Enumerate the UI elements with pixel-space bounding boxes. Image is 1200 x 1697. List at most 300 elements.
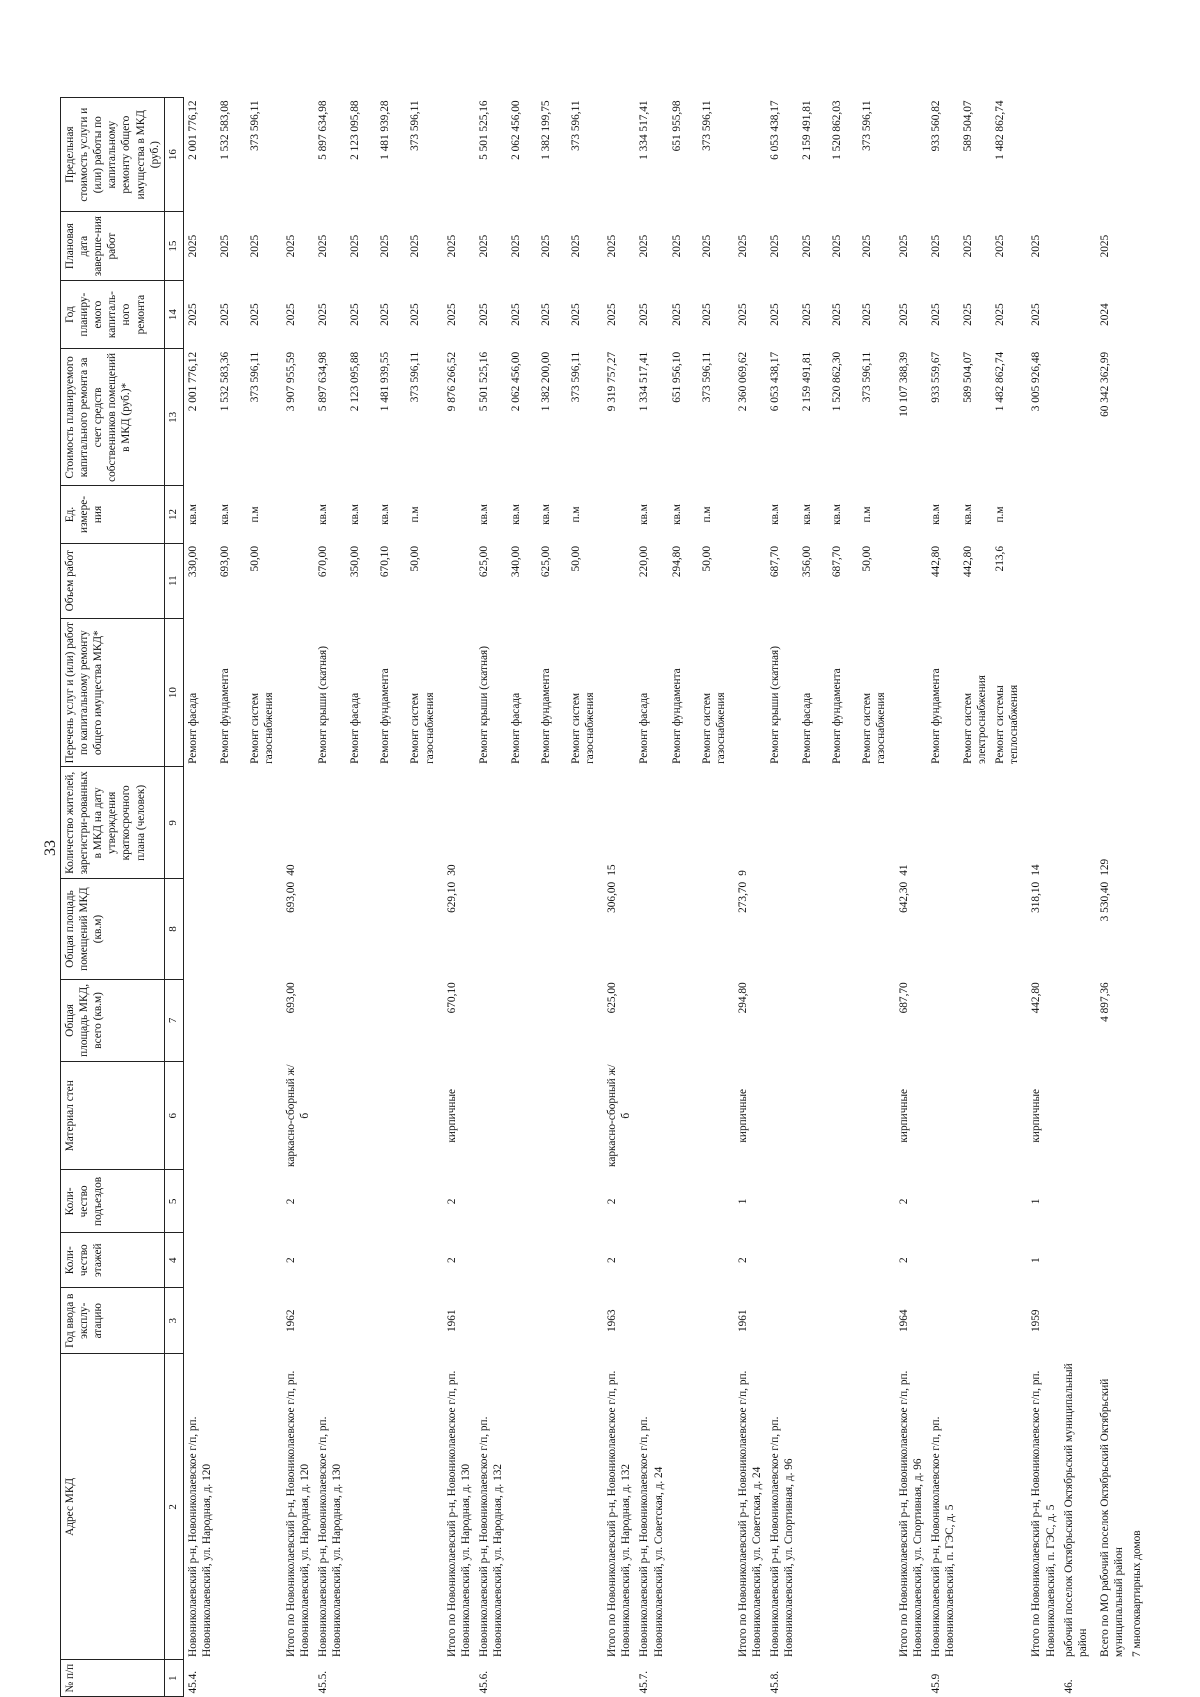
work-type-cell <box>599 618 635 766</box>
table-row <box>537 98 567 1697</box>
subtotal-row <box>278 98 314 1697</box>
wall-material-cell <box>698 1062 730 1171</box>
total-area-cell: 693,00 <box>284 982 297 1014</box>
table-row <box>1060 98 1092 1697</box>
address-cell <box>668 1354 698 1660</box>
completion-year-cell: 2025 <box>736 234 749 258</box>
year-cell: 1961 <box>736 1309 749 1333</box>
total-area-cell: 294,80 <box>736 982 749 1014</box>
address-cell <box>567 1354 599 1660</box>
cost-cell: 5 501 525,16 <box>477 351 490 412</box>
floors-cell <box>1128 1233 1146 1288</box>
work-type-cell: Ремонт систем газоснабжения <box>409 692 436 764</box>
cost-cell: 373 596,11 <box>409 351 422 403</box>
volume-cell <box>730 543 766 618</box>
year-cell <box>567 1288 599 1354</box>
wall-material-cell <box>314 1062 346 1171</box>
year-cell <box>798 1288 828 1354</box>
completion-year-cell: 2025 <box>409 234 422 258</box>
premises-area-cell <box>798 879 828 980</box>
row-number <box>891 1660 927 1697</box>
completion-year-cell: 2025 <box>284 234 297 258</box>
work-type-cell: Ремонт фундамента <box>670 668 683 764</box>
table-row <box>828 98 858 1697</box>
row-number <box>1092 1660 1128 1697</box>
premises-area-cell: 642,30 <box>897 881 910 913</box>
year-cell <box>828 1288 858 1354</box>
year-cell: 1961 <box>445 1309 458 1333</box>
table-row <box>766 98 798 1697</box>
residents-cell <box>798 767 828 879</box>
completion-year-cell: 2025 <box>700 234 713 258</box>
table-row <box>698 98 730 1697</box>
cost-cell: 373 596,11 <box>700 351 713 403</box>
plan-year-cell: 2025 <box>700 303 713 326</box>
volume-cell: 340,00 <box>510 546 523 578</box>
unit-cell: кв.м <box>929 504 942 525</box>
address-cell: Итого по Новониколаевский р-н, Новониколаевское г/п, рп. Новониколаевский, п. ГЭС, д. 5 <box>1030 1370 1057 1657</box>
row-number <box>246 1660 278 1697</box>
volume-cell: 294,80 <box>670 546 683 578</box>
premises-area-cell: 629,10 <box>445 881 458 913</box>
address-cell: Итого по Новониколаевский р-н, Новониколаевское г/п, рп. Новониколаевский, ул. Спортивная, д. 96 <box>897 1370 924 1657</box>
premises-area-cell <box>991 879 1023 980</box>
year-cell: 1964 <box>897 1309 910 1333</box>
row-number: 45.9 <box>929 1673 942 1694</box>
plan-year-cell: 2025 <box>769 303 782 326</box>
entrances-cell <box>798 1170 828 1233</box>
unit-cell <box>1128 486 1146 543</box>
cost-cell: 2 062 456,00 <box>510 351 523 412</box>
residents-cell <box>475 767 507 879</box>
premises-area-cell: 306,00 <box>606 881 619 913</box>
volume-cell <box>439 543 475 618</box>
cost-cell: 2 159 491,81 <box>801 351 814 412</box>
completion-year-cell: 2025 <box>831 234 844 258</box>
volume-cell <box>891 543 927 618</box>
year-cell <box>346 1288 376 1354</box>
premises-area-cell <box>959 879 991 980</box>
residents-cell <box>858 767 890 879</box>
cost-cell: 9 319 757,27 <box>606 351 619 412</box>
year-cell <box>698 1288 730 1354</box>
address-cell <box>537 1354 567 1660</box>
unit-cell: кв.м <box>218 504 231 525</box>
unit-cell: п.м <box>570 506 583 523</box>
floors-cell: 2 <box>445 1257 458 1264</box>
premises-area-cell <box>828 879 858 980</box>
volume-cell: 50,00 <box>248 546 261 572</box>
wall-material-cell: кирпичные <box>897 1088 910 1143</box>
limit-cost-cell: 1 481 939,28 <box>379 100 392 160</box>
volume-cell <box>599 543 635 618</box>
column-number: 10 <box>164 618 183 766</box>
column-number: 3 <box>164 1288 183 1354</box>
address-cell <box>406 1354 438 1660</box>
wall-material-cell <box>183 1062 216 1171</box>
premises-area-cell <box>314 879 346 980</box>
total-area-cell <box>507 979 537 1061</box>
wall-material-cell: кирпичные <box>1030 1088 1043 1143</box>
subtotal-row <box>599 98 635 1697</box>
column-header: № п/п <box>61 1660 165 1697</box>
total-area-cell: 442,80 <box>1030 982 1043 1014</box>
row-number <box>959 1660 991 1697</box>
volume-cell: 687,70 <box>831 546 844 578</box>
limit-cost-cell <box>278 98 314 212</box>
residents-cell <box>635 767 667 879</box>
volume-cell <box>1092 543 1128 618</box>
year-cell <box>216 1288 246 1354</box>
year-cell: 1959 <box>1030 1309 1043 1333</box>
subtotal-row <box>1023 98 1059 1697</box>
completion-year-cell <box>1128 212 1146 281</box>
floors-cell: 2 <box>284 1257 297 1264</box>
wall-material-cell: каркасно-сборный ж/б <box>606 1064 633 1167</box>
year-cell <box>246 1288 278 1354</box>
column-header: Предельная стоимость услуги и (или) работы по капитальному ремонту общего имущества в МКД (руб.) <box>61 98 165 212</box>
floors-cell <box>346 1233 376 1288</box>
row-number <box>698 1660 730 1697</box>
entrances-cell <box>475 1170 507 1233</box>
plan-year-cell: 2025 <box>994 303 1007 326</box>
wall-material-cell <box>346 1062 376 1171</box>
work-type-cell: Ремонт системы теплоснабжения <box>994 684 1021 764</box>
cost-cell: 373 596,11 <box>248 351 261 403</box>
floors-cell <box>858 1233 890 1288</box>
completion-year-cell: 2025 <box>861 234 874 258</box>
column-header: Коли-чество этажей <box>61 1233 165 1288</box>
unit-cell <box>1023 486 1059 543</box>
floors-cell <box>406 1233 438 1288</box>
wall-material-cell <box>858 1062 890 1171</box>
limit-cost-cell: 589 504,07 <box>962 100 975 152</box>
work-type-cell: Ремонт крыши (скатная) <box>477 646 490 764</box>
wall-material-cell <box>959 1062 991 1171</box>
plan-year-cell: 2025 <box>831 303 844 326</box>
row-number <box>828 1660 858 1697</box>
total-area-cell <box>1128 979 1146 1061</box>
floors-cell <box>766 1233 798 1288</box>
column-header: Объем работ <box>61 543 165 618</box>
plan-year-cell: 2025 <box>570 303 583 326</box>
unit-cell <box>1092 486 1128 543</box>
row-number: 45.4. <box>186 1670 199 1694</box>
page-number: 33 <box>42 840 59 856</box>
row-number: 45.5. <box>317 1670 330 1694</box>
address-cell: Итого по Новониколаевский р-н, Новониколаевское г/п, рп. Новониколаевский, ул. Народная, д. 132 <box>606 1370 633 1657</box>
row-number <box>346 1660 376 1697</box>
unit-cell: кв.м <box>831 504 844 525</box>
wall-material-cell <box>798 1062 828 1171</box>
year-cell <box>1060 1288 1092 1354</box>
wall-material-cell <box>567 1062 599 1171</box>
plan-year-cell: 2025 <box>540 303 553 326</box>
unit-cell: п.м <box>248 506 261 523</box>
cost-cell <box>1060 349 1092 486</box>
entrances-cell <box>376 1170 406 1233</box>
plan-year-cell: 2025 <box>510 303 523 326</box>
table-body <box>183 98 1146 1697</box>
limit-cost-cell: 933 560,82 <box>929 100 942 152</box>
unit-cell: кв.м <box>510 504 523 525</box>
total-area-cell <box>183 979 216 1061</box>
address-cell <box>959 1354 991 1660</box>
cost-cell: 1 532 583,36 <box>218 351 231 412</box>
cost-cell: 2 360 069,62 <box>736 351 749 412</box>
column-number: 1 <box>164 1660 183 1697</box>
total-area-cell <box>991 979 1023 1061</box>
year-cell <box>537 1288 567 1354</box>
limit-cost-cell <box>439 98 475 212</box>
limit-cost-cell: 373 596,11 <box>409 100 422 151</box>
wall-material-cell <box>376 1062 406 1171</box>
premises-area-cell <box>216 879 246 980</box>
volume-cell: 50,00 <box>409 546 422 572</box>
floors-cell <box>698 1233 730 1288</box>
year-cell <box>635 1288 667 1354</box>
row-number <box>1128 1660 1146 1697</box>
work-type-cell: Ремонт фундамента <box>831 668 844 764</box>
floors-cell <box>507 1233 537 1288</box>
entrances-cell <box>698 1170 730 1233</box>
year-cell <box>1092 1288 1128 1354</box>
premises-area-cell <box>1128 879 1146 980</box>
total-area-cell <box>475 979 507 1061</box>
column-number: 6 <box>164 1062 183 1171</box>
limit-cost-cell: 2 159 491,81 <box>801 100 814 160</box>
subtotal-row <box>730 98 766 1697</box>
work-type-cell: Ремонт крыши (скатная) <box>769 646 782 764</box>
floors-cell: 1 <box>1030 1257 1043 1264</box>
residents-cell: 15 <box>606 864 619 876</box>
premises-area-cell: 3 530,40 <box>1098 881 1111 922</box>
address-cell: Новониколаевский р-н, Новониколаевское г/п, рп. Новониколаевский, ул. Народная, д. 120 <box>186 1416 213 1657</box>
unit-cell <box>1060 486 1092 543</box>
wall-material-cell <box>1128 1062 1146 1171</box>
completion-year-cell: 2025 <box>218 234 231 258</box>
completion-year-cell: 2025 <box>445 234 458 258</box>
plan-year-cell: 2025 <box>445 303 458 326</box>
year-cell <box>1128 1288 1146 1354</box>
column-number: 15 <box>164 212 183 281</box>
volume-cell: 670,00 <box>317 546 330 578</box>
completion-year-cell: 2025 <box>994 234 1007 258</box>
volume-cell: 625,00 <box>477 546 490 578</box>
volume-cell: 50,00 <box>700 546 713 572</box>
floors-cell <box>1092 1233 1128 1288</box>
premises-area-cell <box>183 879 216 980</box>
work-type-cell: Ремонт фасада <box>510 692 523 764</box>
premises-area-cell <box>766 879 798 980</box>
entrances-cell <box>216 1170 246 1233</box>
entrances-cell <box>1060 1170 1092 1233</box>
plan-year-cell: 2025 <box>670 303 683 326</box>
premises-area-cell <box>927 879 959 980</box>
volume-cell: 220,00 <box>638 546 651 578</box>
entrances-cell <box>635 1170 667 1233</box>
wall-material-cell <box>766 1062 798 1171</box>
row-number: 45.6. <box>477 1670 490 1694</box>
plan-year-cell: 2025 <box>409 303 422 326</box>
address-cell: Всего по МО рабочий поселок Октябрьский Октябрьский муниципальный район <box>1098 1378 1125 1657</box>
work-type-cell: Ремонт систем газоснабжения <box>700 692 727 764</box>
address-cell <box>798 1354 828 1660</box>
work-type-cell <box>891 618 927 766</box>
table-row <box>991 98 1023 1697</box>
total-area-cell <box>698 979 730 1061</box>
plan-year-cell: 2025 <box>317 303 330 326</box>
year-cell <box>507 1288 537 1354</box>
entrances-cell <box>991 1170 1023 1233</box>
residents-cell: 14 <box>1030 864 1043 876</box>
work-type-cell: Ремонт фасада <box>349 692 362 764</box>
total-area-cell: 670,10 <box>445 982 458 1014</box>
year-cell <box>991 1288 1023 1354</box>
premises-area-cell <box>698 879 730 980</box>
column-number: 2 <box>164 1354 183 1660</box>
premises-area-cell <box>475 879 507 980</box>
wall-material-cell <box>927 1062 959 1171</box>
volume-cell: 687,70 <box>769 546 782 578</box>
wall-material-cell <box>1092 1062 1128 1171</box>
row-number: 45.8. <box>769 1670 782 1694</box>
work-type-cell <box>1060 618 1092 766</box>
column-header: Общая площадь МКД, всего (кв.м) <box>61 979 165 1061</box>
entrances-cell <box>537 1170 567 1233</box>
completion-year-cell: 2025 <box>638 234 651 258</box>
plan-year-cell: 2025 <box>1030 303 1043 326</box>
wall-material-cell <box>246 1062 278 1171</box>
residents-cell: 129 <box>1098 858 1111 876</box>
residents-cell <box>991 767 1023 879</box>
column-number: 14 <box>164 280 183 349</box>
unit-cell: кв.м <box>186 504 199 525</box>
entrances-cell <box>858 1170 890 1233</box>
entrances-cell <box>406 1170 438 1233</box>
table-row <box>927 98 959 1697</box>
premises-area-cell <box>376 879 406 980</box>
unit-cell: кв.м <box>962 504 975 525</box>
limit-cost-cell <box>891 98 927 212</box>
total-area-cell: 625,00 <box>606 982 619 1014</box>
completion-year-cell: 2025 <box>540 234 553 258</box>
plan-year-cell <box>1060 280 1092 349</box>
total-area-cell <box>766 979 798 1061</box>
limit-cost-cell: 2 062 456,00 <box>510 100 523 160</box>
residents-cell: 41 <box>897 864 910 876</box>
limit-cost-cell <box>1060 98 1092 212</box>
address-cell <box>828 1354 858 1660</box>
year-cell <box>376 1288 406 1354</box>
address-cell: Новониколаевский р-н, Новониколаевское г/п, рп. Новониколаевский, п. ГЭС, д. 5 <box>929 1416 956 1657</box>
column-header: Плановая дата заверше-ния работ <box>61 212 165 281</box>
entrances-cell: 2 <box>284 1198 297 1205</box>
plan-year-cell: 2025 <box>186 303 199 326</box>
completion-year-cell: 2025 <box>962 234 975 258</box>
completion-year-cell <box>1060 212 1092 281</box>
entrances-cell: 1 <box>736 1198 749 1205</box>
row-number <box>599 1660 635 1697</box>
row-number <box>439 1660 475 1697</box>
total-area-cell <box>858 979 890 1061</box>
row-number <box>567 1660 599 1697</box>
wall-material-cell <box>635 1062 667 1171</box>
table-row <box>858 98 890 1697</box>
table-row <box>959 98 991 1697</box>
column-header: Год планиру-емого капиталь-ного ремонта <box>61 280 165 349</box>
plan-year-cell: 2025 <box>801 303 814 326</box>
total-area-cell <box>959 979 991 1061</box>
unit-cell <box>891 486 927 543</box>
column-number: 16 <box>164 98 183 212</box>
unit-cell: кв.м <box>477 504 490 525</box>
floors-cell <box>537 1233 567 1288</box>
plan-year-cell: 2025 <box>861 303 874 326</box>
work-type-cell <box>1023 618 1059 766</box>
rotated-table-container <box>60 37 1160 1697</box>
plan-year-cell: 2025 <box>477 303 490 326</box>
unit-cell: п.м <box>861 506 874 523</box>
entrances-cell <box>959 1170 991 1233</box>
residents-cell <box>346 767 376 879</box>
column-header: Адрес МКД <box>61 1354 165 1660</box>
cost-cell: 589 504,07 <box>962 351 975 403</box>
unit-cell <box>730 486 766 543</box>
unit-cell <box>278 486 314 543</box>
unit-cell: кв.м <box>540 504 553 525</box>
table-row <box>635 98 667 1697</box>
plan-year-cell: 2025 <box>736 303 749 326</box>
address-cell: 7 многоквартирных домов <box>1131 1530 1144 1657</box>
work-type-cell: Ремонт фундамента <box>540 668 553 764</box>
column-number: 5 <box>164 1170 183 1233</box>
cost-cell: 933 559,67 <box>929 351 942 403</box>
entrances-cell <box>183 1170 216 1233</box>
subtotal-row <box>891 98 927 1697</box>
wall-material-cell <box>406 1062 438 1171</box>
floors-cell: 2 <box>606 1257 619 1264</box>
row-number: 45.7. <box>638 1670 651 1694</box>
row-number <box>216 1660 246 1697</box>
floors-cell <box>927 1233 959 1288</box>
premises-area-cell: 693,00 <box>284 881 297 913</box>
work-type-cell: Ремонт крыши (скатная) <box>317 646 330 764</box>
column-number: 12 <box>164 486 183 543</box>
total-area-cell <box>346 979 376 1061</box>
residents-cell <box>1060 767 1092 879</box>
table-row <box>1128 98 1146 1697</box>
residents-cell <box>766 767 798 879</box>
premises-area-cell <box>246 879 278 980</box>
residents-cell <box>246 767 278 879</box>
floors-cell <box>567 1233 599 1288</box>
floors-cell <box>635 1233 667 1288</box>
total-area-cell <box>635 979 667 1061</box>
total-area-cell <box>1060 979 1092 1061</box>
subtotal-row <box>439 98 475 1697</box>
year-cell <box>314 1288 346 1354</box>
floors-cell <box>376 1233 406 1288</box>
wall-material-cell: каркасно-сборный ж/б <box>284 1064 312 1167</box>
work-type-cell <box>1128 618 1146 766</box>
wall-material-cell <box>216 1062 246 1171</box>
cost-cell: 1 481 939,55 <box>379 351 392 412</box>
entrances-cell <box>766 1170 798 1233</box>
address-cell: Новониколаевский р-н, Новониколаевское г/п, рп. Новониколаевский, ул. Народная, д. 132 <box>477 1416 504 1657</box>
plan-year-cell: 2025 <box>218 303 231 326</box>
address-cell <box>376 1354 406 1660</box>
